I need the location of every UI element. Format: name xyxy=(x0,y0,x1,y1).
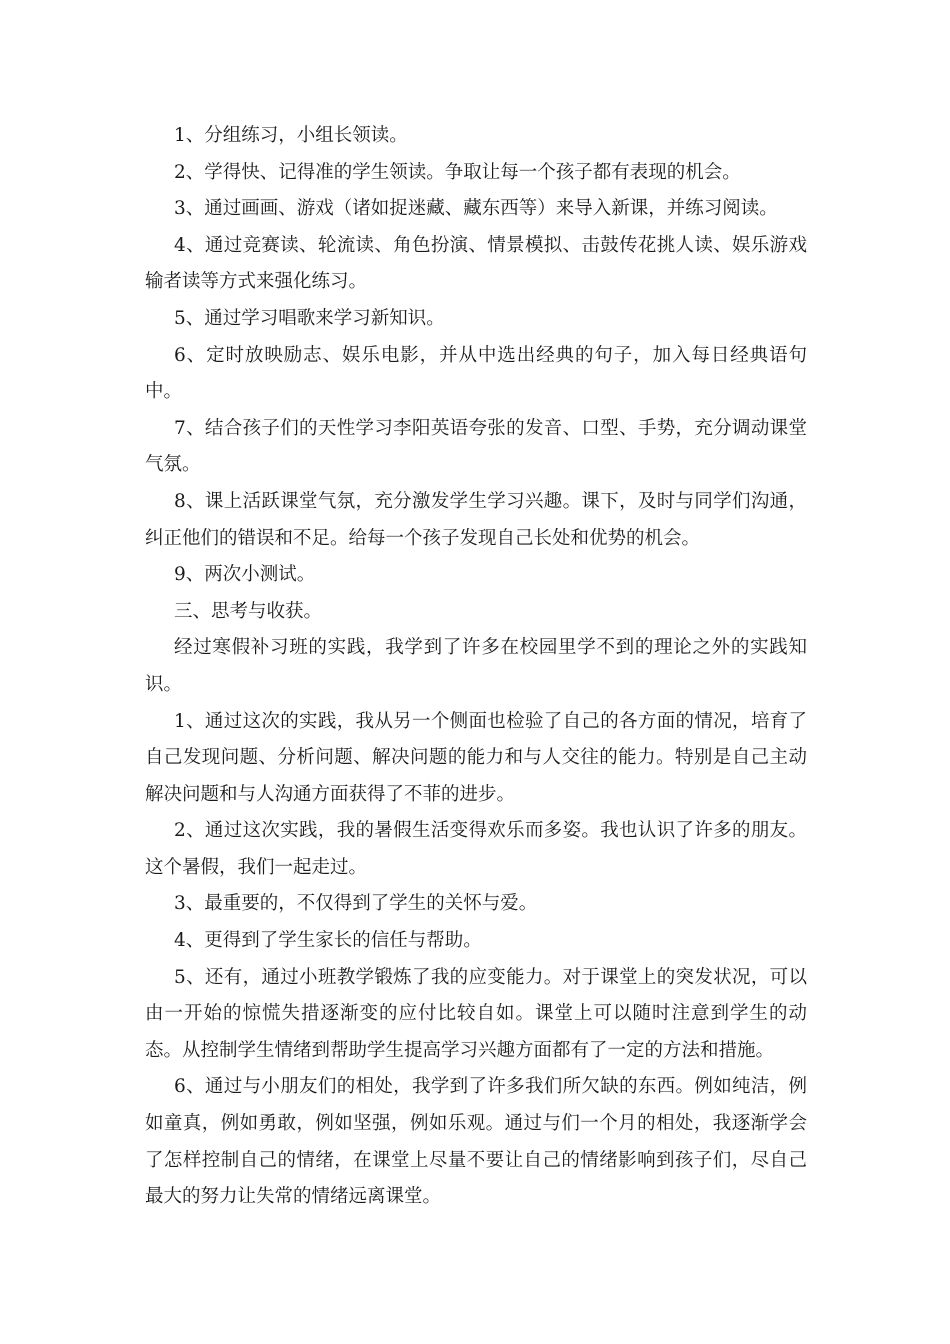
paragraph-item-6: 6、定时放映励志、娱乐电影，并从中选出经典的句子，加入每日经典语句中。 xyxy=(145,344,807,403)
reflection-item-2: 2、通过这次实践，我的暑假生活变得欢乐而多姿。我也认识了许多的朋友。这个暑假，我们一起走过。 xyxy=(145,820,807,878)
document-body xyxy=(145,118,807,1216)
paragraph-item-2: 2、学得快、记得准的学生领读。争取让每一个孩子都有表现的机会。 xyxy=(174,161,741,183)
paragraph-item-3: 3、通过画画、游戏（诸如捉迷藏、藏东西等）来导入新课，并练习阅读。 xyxy=(174,198,778,220)
section-heading: 三、思考与收获。 xyxy=(174,600,323,622)
section-intro: 经过寒假补习班的实践，我学到了许多在校园里学不到的理论之外的实践知识。 xyxy=(145,637,807,695)
paragraph-item-5: 5、通过学习唱歌来学习新知识。 xyxy=(174,307,445,329)
paragraph-item-1: 1、分组练习，小组长领读。 xyxy=(174,125,408,146)
reflection-item-4: 4、更得到了学生家长的信任与帮助。 xyxy=(174,930,482,952)
reflection-item-1: 1、通过这次的实践，我从另一个侧面也检验了自己的各方面的情况，培育了自己发现问题、分析问题、解决问题的能力和与人交往的能力。特别是自己主动解决问题和与人沟通方面获得了不菲的进步。 xyxy=(145,710,807,805)
reflection-item-5: 5、还有，通过小班教学锻炼了我的应变能力。对于课堂上的突发状况，可以由一开始的惊慌失措逐渐变的应付比较自如。课堂上可以随时注意到学生的动态。从控制学生情绪到帮助学生提高学习兴趣方面都有了一定的方法和措施。 xyxy=(145,966,807,1061)
reflection-item-3: 3、最重要的，不仅得到了学生的关怀与爱。 xyxy=(174,893,538,915)
paragraph-item-7: 7、结合孩子们的天性学习李阳英语夸张的发音、口型、手势，充分调动课堂气氛。 xyxy=(145,417,807,476)
reflection-item-6: 6、通过与小朋友们的相处，我学到了许多我们所欠缺的东西。例如纯洁，例如童真，例如勇敢，例如坚强，例如乐观。通过与们一个月的相处，我逐渐学会了怎样控制自己的情绪，在课堂上尽量不要让自己的情绪影响到孩子们，尽自己最大的努力让失常的情绪远离课堂。 xyxy=(145,1076,807,1208)
paragraph-item-9: 9、两次小测试。 xyxy=(174,564,316,586)
paragraph-item-4: 4、通过竞赛读、轮流读、角色扮演、情景模拟、击鼓传花挑人读、娱乐游戏输者读等方式来强化练习。 xyxy=(145,234,807,293)
paragraph-item-8: 8、课上活跃课堂气氛，充分激发学生学习兴趣。课下，及时与同学们沟通，纠正他们的错误和不足。给每一个孩子发现自己长处和优势的机会。 xyxy=(145,490,807,549)
